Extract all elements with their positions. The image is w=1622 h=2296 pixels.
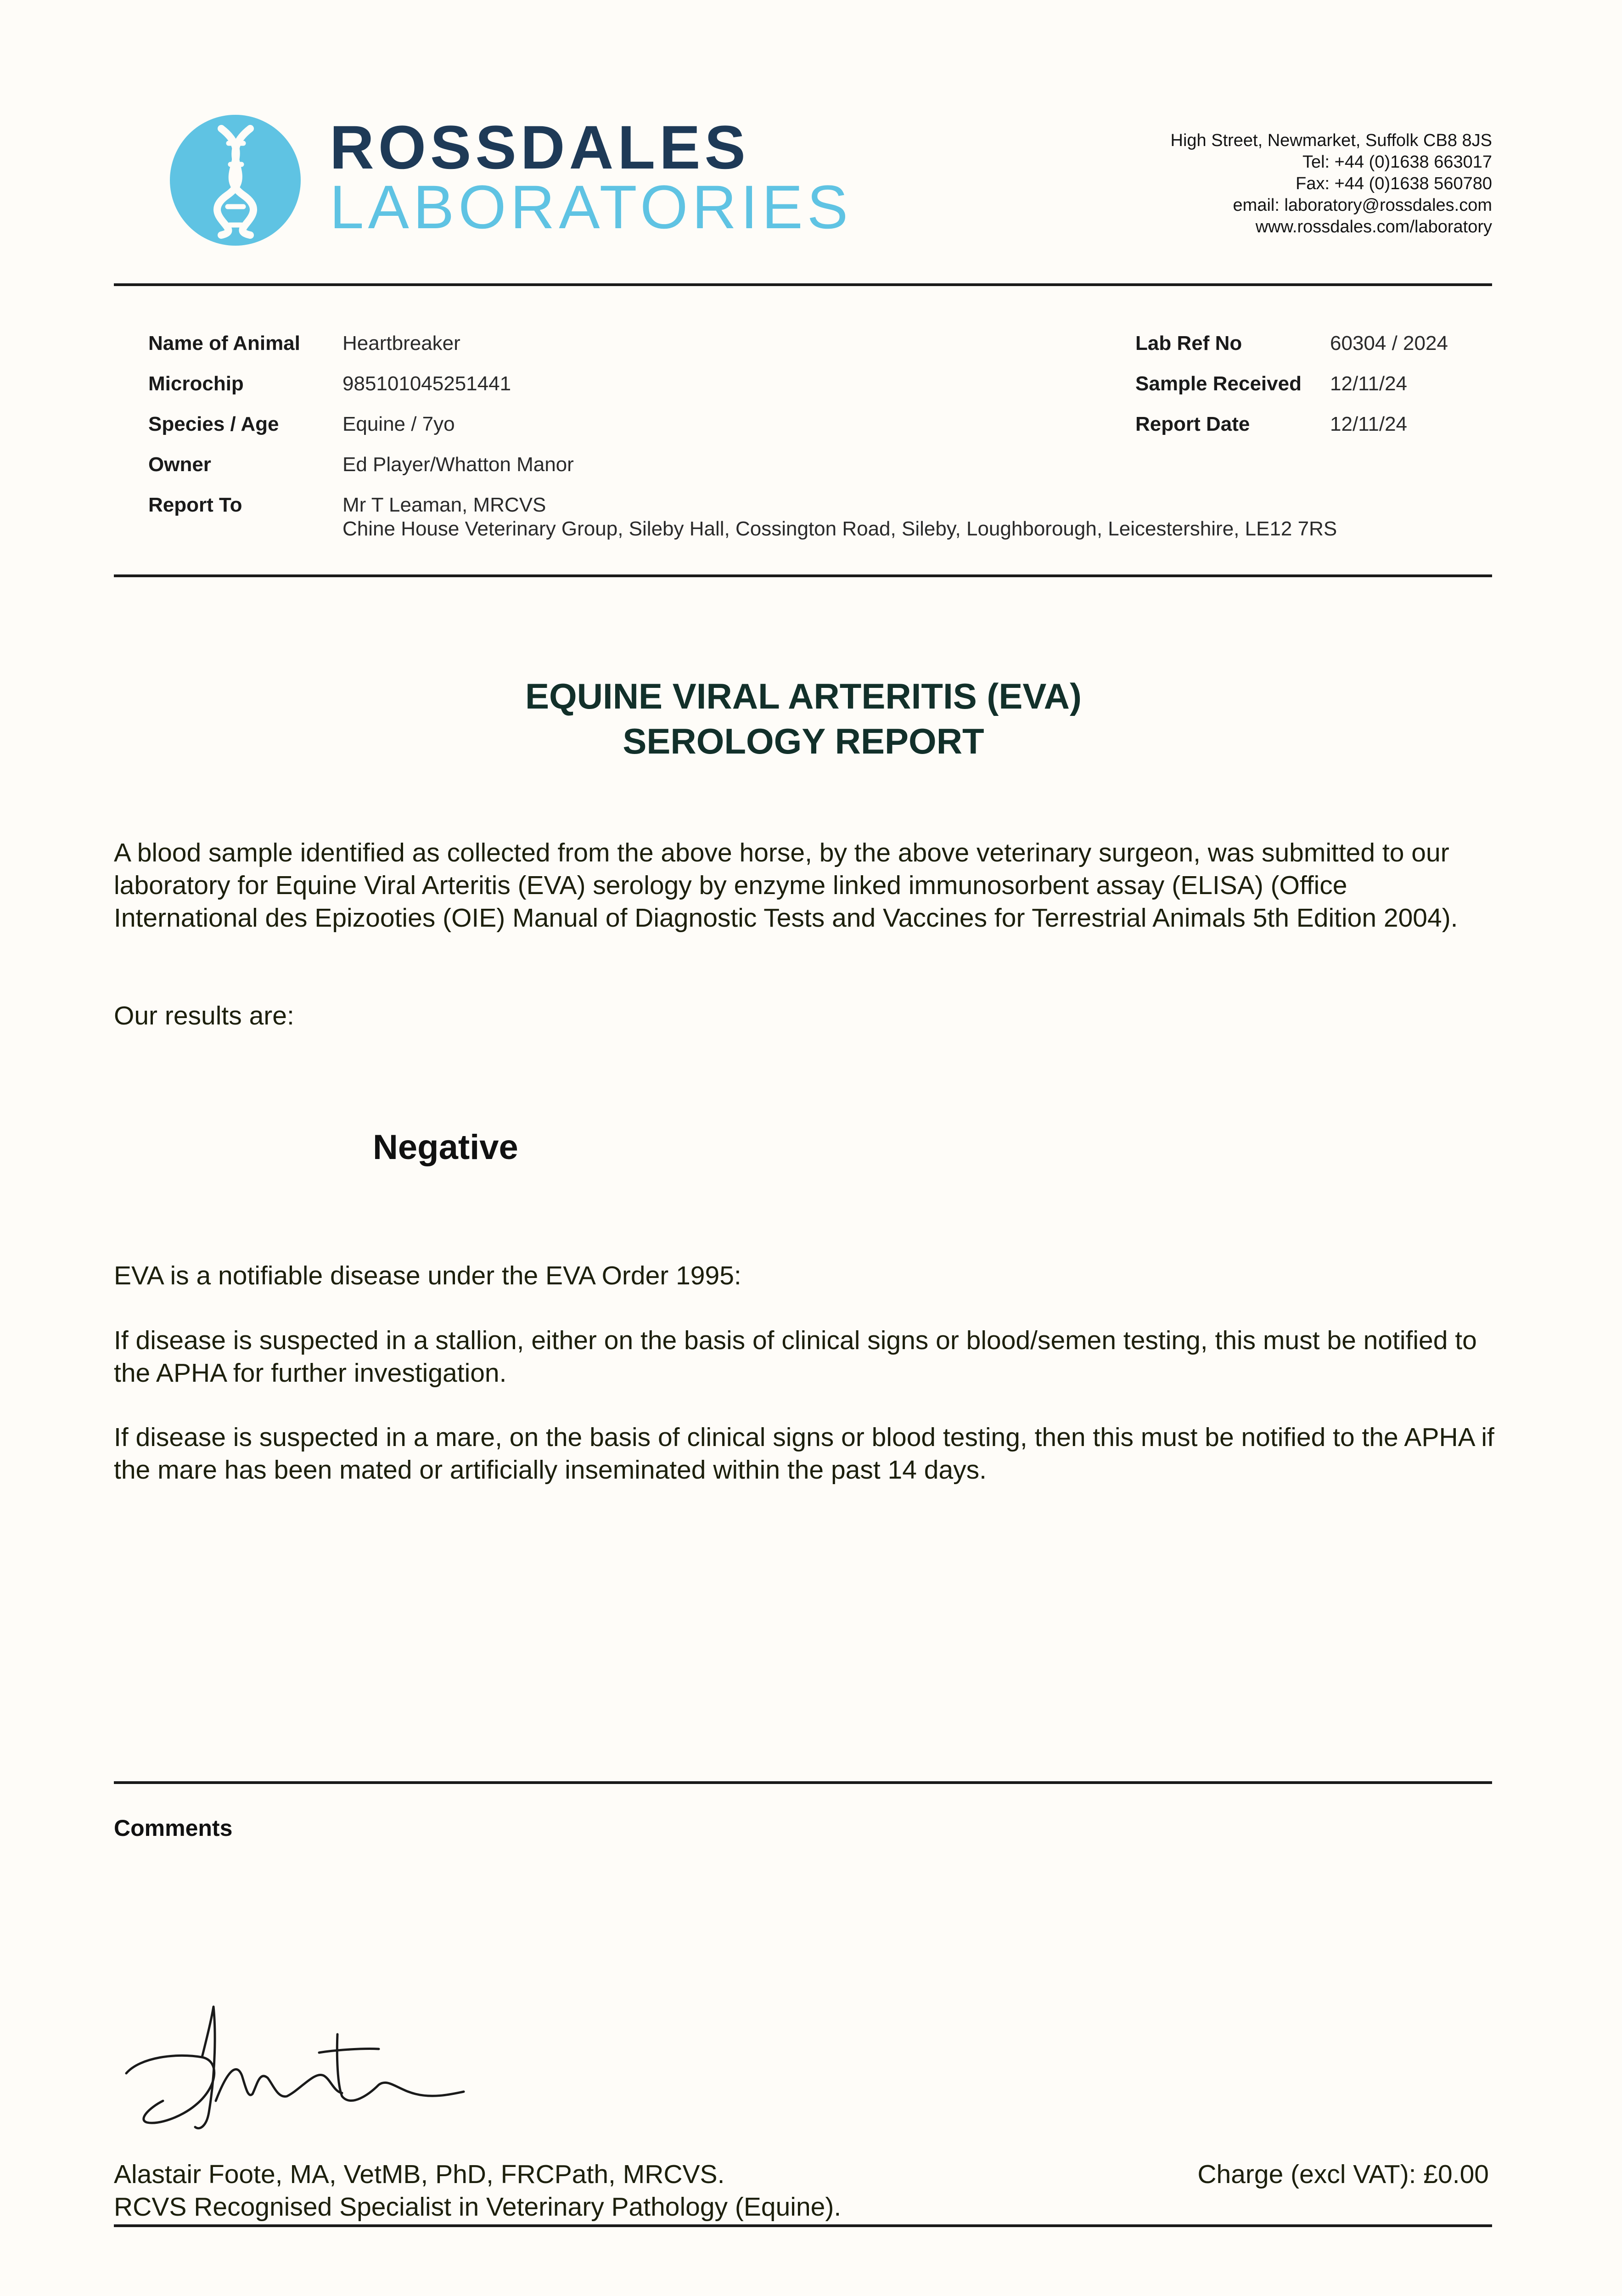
report-to-label: Report To xyxy=(148,494,242,516)
sample-received-label: Sample Received xyxy=(1135,372,1302,395)
report-date-value: 12/11/24 xyxy=(1330,413,1408,435)
report-to-name: Mr T Leaman, MRCVS xyxy=(342,494,546,516)
divider xyxy=(114,2224,1492,2227)
owner-label: Owner xyxy=(148,453,211,476)
brand-name: ROSSDALES xyxy=(330,113,750,182)
email: email: laboratory@rossdales.com xyxy=(1233,196,1492,215)
signature xyxy=(122,2002,471,2135)
comments-label: Comments xyxy=(114,1815,233,1841)
owner-value: Ed Player/Whatton Manor xyxy=(342,453,574,476)
charge: Charge (excl VAT): £0.00 xyxy=(1197,2160,1489,2189)
species-age-value: Equine / 7yo xyxy=(342,413,455,435)
telephone: Tel: +44 (0)1638 663017 xyxy=(1302,152,1492,172)
signatory xyxy=(114,2158,841,2223)
notifiable-statement: EVA is a notifiable disease under the EVA Order 1995: xyxy=(114,1261,741,1290)
lab-ref-label: Lab Ref No xyxy=(1135,332,1242,355)
report-title-line2: SEROLOGY REPORT xyxy=(623,721,984,761)
contact-block xyxy=(1171,130,1492,238)
name-of-animal-value: Heartbreaker xyxy=(342,332,460,355)
address: High Street, Newmarket, Suffolk CB8 8JS xyxy=(1170,131,1492,150)
microchip-value: 985101045251441 xyxy=(342,372,511,395)
fax: Fax: +44 (0)1638 560780 xyxy=(1296,174,1492,193)
species-age-label: Species / Age xyxy=(148,413,279,435)
results-intro: Our results are: xyxy=(114,1001,294,1030)
test-result: Negative xyxy=(373,1128,518,1167)
signatory-name: Alastair Foote, MA, VetMB, PhD, FRCPath, MRCVS. xyxy=(114,2160,725,2189)
microchip-label: Microchip xyxy=(148,372,244,395)
report-to-address: Chine House Veterinary Group, Sileby Hall, Cossington Road, Sileby, Loughborough, Leicestershire, LE12 7RS xyxy=(342,518,1337,540)
divider xyxy=(114,574,1492,577)
mare-note: If disease is suspected in a mare, on the basis of clinical signs or blood testing, then this must be notified to the APHA if the mare has been mated or artificially inseminated within the past 14 days. xyxy=(114,1423,1494,1485)
signatory-title: RCVS Recognised Specialist in Veterinary Pathology (Equine). xyxy=(114,2192,842,2222)
website: www.rossdales.com/laboratory xyxy=(1255,217,1492,236)
divider xyxy=(114,1781,1492,1784)
stallion-note: If disease is suspected in a stallion, either on the basis of clinical signs or blood/semen testing, this must be notified to the APHA for further investigation. xyxy=(114,1326,1477,1388)
name-of-animal-label: Name of Animal xyxy=(148,332,300,355)
report-title xyxy=(0,674,1607,764)
sample-received-value: 12/11/24 xyxy=(1330,372,1408,395)
dna-helix-icon xyxy=(170,115,301,246)
divider xyxy=(114,283,1492,286)
report-date-label: Report Date xyxy=(1135,413,1250,435)
report-title-line1: EQUINE VIRAL ARTERITIS (EVA) xyxy=(525,676,1082,716)
brand-subtitle: LABORATORIES xyxy=(330,173,853,242)
intro-paragraph: A blood sample identified as collected from the above horse, by the above veterinary surgeon, was submitted to our laboratory for Equine Viral Arteritis (EVA) serology by enzyme linked immunosorbent assay (ELISA) (Office International des Epizooties (OIE) Manual of Diagnostic Tests and Vaccines for Terrestrial Animals 5th Edition 2004). xyxy=(114,838,1458,933)
lab-ref-value: 60304 / 2024 xyxy=(1330,332,1448,355)
